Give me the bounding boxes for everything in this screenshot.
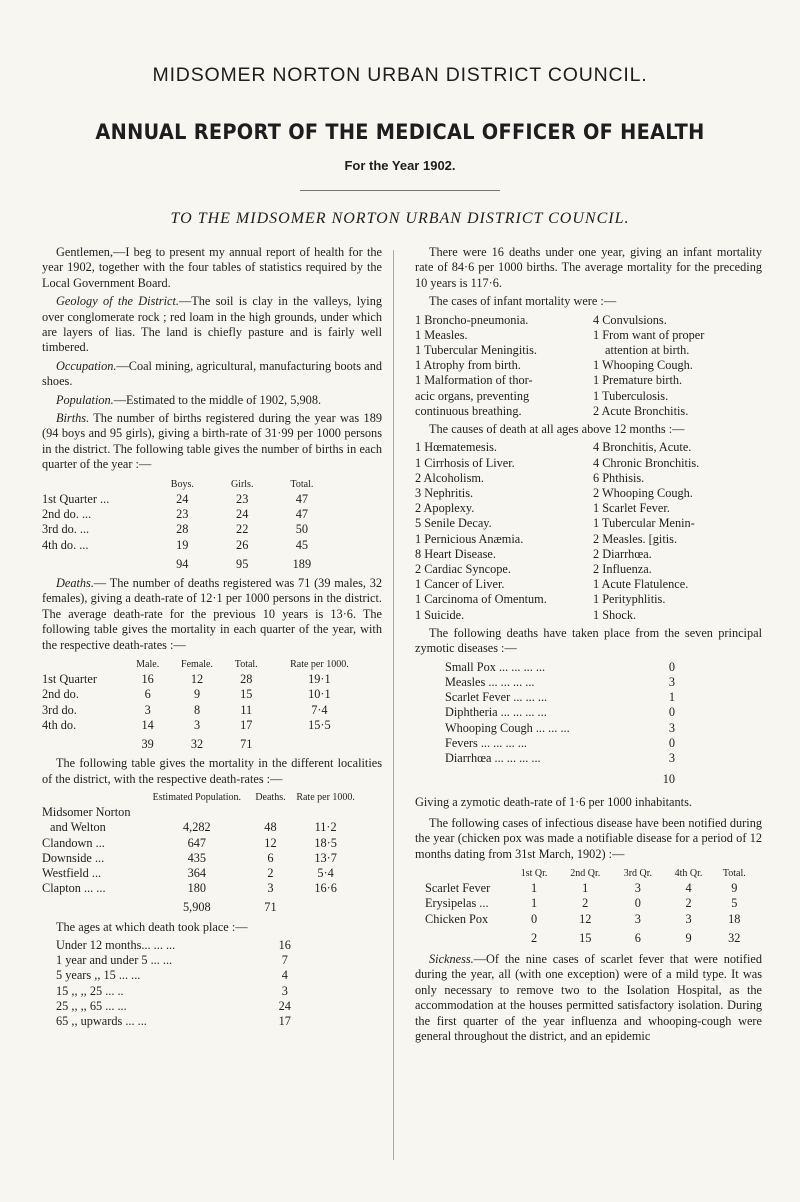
births-cell: 24 [236, 507, 249, 522]
infectious-header [425, 866, 510, 881]
births-row-label: 2nd do. ... [42, 507, 92, 522]
infectious-total: 15 [579, 930, 592, 945]
infectious-header: Total. [722, 867, 746, 879]
right-column [415, 245, 762, 1047]
zymotic-label: Small Pox ... ... ... ... [445, 659, 546, 674]
deaths-cell: 16 [141, 672, 154, 687]
list-item: 6 Phthisis. [593, 470, 645, 485]
age-value: 24 [278, 998, 291, 1013]
list-item: 1 Broncho-pneumonia. [415, 312, 529, 327]
age-label: 15 ,, ,, 25 ... .. [56, 983, 124, 998]
deaths-row-label: 1st Quarter [42, 672, 97, 687]
table-row [42, 703, 372, 718]
infectious-cell: 3 [634, 881, 641, 896]
deaths-cell: 10·1 [308, 687, 331, 702]
deaths-cell: 3 [144, 702, 151, 717]
list-item: 1 From want of proper [593, 327, 705, 342]
column-divider [393, 250, 394, 1160]
list-item: 1 Whooping Cough. [593, 358, 693, 373]
locality-cell: 18·5 [314, 835, 337, 850]
deaths-row-label: 2nd do. [42, 687, 79, 702]
infant-causes-intro: The cases of infant mortality were :— [429, 294, 617, 309]
occupation-label: Occupation. [56, 358, 117, 373]
deaths-header: Male. [136, 658, 160, 670]
infectious-total: 2 [530, 930, 538, 945]
births-total: 95 [236, 556, 249, 571]
infectious-cell: 3 [685, 911, 692, 926]
births-row-label: 3rd do. ... [42, 522, 90, 537]
births-header-boys: Boys. [170, 478, 194, 490]
age-label: 25 ,, ,, 65 ... ... [56, 998, 127, 1013]
table-row [42, 820, 362, 835]
infectious-cell: 12 [579, 911, 592, 926]
births-cell: 23 [236, 491, 249, 506]
births-paragraph [42, 411, 382, 473]
deaths-row-label: 4th do. [42, 717, 77, 732]
localities-header: Estimated Population. [152, 791, 241, 803]
zymotic-value: 1 [668, 690, 675, 705]
list-item: 1 Cirrhosis of Liver. [415, 455, 515, 470]
list-item: 3 Nephritis. [415, 486, 474, 501]
localities-header: Deaths. [255, 791, 286, 803]
deaths-cell: 12 [190, 672, 204, 687]
localities-header [42, 790, 142, 805]
infectious-intro: The following cases of infectious disease have been notified during the year (chicken pox was made a notifiable disease for a period of 12 months dating from 31st March, 1902) :— [415, 815, 762, 861]
list-item: 1 Tubercular Menin- [593, 516, 695, 531]
zymotic-value: 0 [668, 659, 675, 674]
list-item: 2 Measles. [gitis. [593, 531, 678, 546]
sickness-paragraph [415, 952, 762, 1044]
deaths-header: Female. [181, 658, 213, 670]
list-item: 1 Suicide. [415, 607, 465, 622]
age-value: 17 [278, 1014, 291, 1029]
list-item: 1 Shock. [593, 607, 637, 622]
list-item: 1 Premature birth. [593, 373, 683, 388]
list-item: 1 Acute Flatulence. [593, 577, 689, 592]
ages-table [56, 938, 296, 1029]
report-year: For the Year 1902. [344, 158, 456, 173]
births-cell: 50 [295, 522, 309, 537]
infectious-cell: 1 [530, 881, 538, 896]
zymotic-value: 0 [668, 705, 675, 720]
births-row-label: 4th do. ... [42, 537, 89, 552]
births-text: The number of births registered during the year was 189 (94 boys and 95 girls), giving a birth-rate of 31·99 per 1000 persons in the district. The following table gives the number of births in each quarter of the year :— [42, 411, 382, 472]
list-item: continuous breathing. [415, 403, 522, 418]
zymotic-label: Scarlet Fever ... ... ... [445, 690, 548, 705]
births-row-label: 1st Quarter ... [42, 491, 110, 506]
infectious-row-label: Erysipelas ... [425, 896, 489, 911]
age-value: 7 [281, 953, 288, 968]
locality-cell: 11·2 [314, 820, 337, 835]
zymotic-label: Measles ... ... ... ... [445, 674, 535, 689]
divider [300, 190, 500, 191]
births-cell: 26 [236, 537, 249, 552]
table-row [56, 953, 296, 968]
localities-header: Rate per 1000. [296, 791, 355, 803]
list-item [445, 705, 675, 720]
list-item: 1 Measles. [415, 327, 468, 342]
table-row [42, 687, 372, 702]
table-row [42, 492, 332, 507]
list-item: 2 Whooping Cough. [593, 486, 693, 501]
table-row [42, 836, 362, 851]
zymotic-total-row [445, 766, 675, 787]
list-item: 1 Tubercular Meningitis. [415, 343, 537, 358]
zymotic-rate-paragraph: Giving a zymotic death-rate of 1·6 per 1000 inhabitants. [415, 795, 692, 810]
locality-cell: 647 [187, 835, 207, 850]
deaths-total: 71 [240, 736, 253, 751]
deaths-total: 32 [190, 736, 204, 751]
deaths-cell: 8 [193, 702, 201, 717]
geology-label: Geology of the District. [56, 294, 179, 309]
geology-paragraph [42, 294, 382, 356]
list-item: 1 Cancer of Liver. [415, 577, 505, 592]
locality-label: and Welton [50, 820, 106, 835]
zymotic-label: Diarrhœa ... ... ... ... [445, 750, 541, 765]
list-item: 2 Apoplexy. [415, 501, 475, 516]
table-row [56, 968, 296, 983]
infectious-cell: 1 [530, 896, 538, 911]
list-item: 4 Bronchitis, Acute. [593, 440, 692, 455]
infectious-header: 4th Qr. [674, 867, 703, 879]
localities-total: 5,908 [182, 900, 211, 915]
table-row [56, 938, 296, 953]
left-column [42, 245, 382, 1029]
infectious-cell: 3 [634, 911, 641, 926]
list-item: 8 Heart Disease. [415, 546, 496, 561]
zymotic-value: 3 [668, 750, 675, 765]
births-cell: 47 [295, 491, 309, 506]
infectious-totals-row [425, 927, 755, 946]
list-item: 2 Acute Bronchitis. [593, 403, 689, 418]
births-total: 189 [292, 556, 312, 571]
population-text: —Estimated to the middle of 1902, 5,908. [113, 392, 322, 407]
table-row [56, 1014, 296, 1029]
locality-cell: 16·6 [314, 881, 337, 896]
infectious-total: 9 [685, 930, 692, 945]
list-item: 1 Scarlet Fever. [593, 501, 670, 516]
zymotic-value: 0 [668, 735, 675, 750]
age-value: 4 [281, 968, 288, 983]
locality-label: Westfield ... [42, 865, 102, 880]
list-item: 5 Senile Decay. [415, 516, 492, 531]
locality-cell: 48 [264, 820, 277, 835]
deaths-cell: 6 [144, 687, 151, 702]
age-label: 65 ,, upwards ... ... [56, 1014, 147, 1029]
zymotic-value: 3 [668, 720, 675, 735]
deaths-cell: 9 [193, 687, 201, 702]
births-totals-row [42, 553, 332, 572]
locality-cell: 3 [267, 881, 274, 896]
deaths-label: Deaths. [56, 575, 94, 590]
zymotic-label: Fevers ... ... ... ... [445, 735, 527, 750]
ages-intro: The ages at which death took place :— [56, 919, 248, 934]
deaths-cell: 14 [141, 717, 154, 732]
locality-cell: 435 [187, 850, 207, 865]
locality-cell: 5·4 [317, 865, 334, 880]
age-label: 1 year and under 5 ... ... [56, 953, 173, 968]
infectious-row-label: Chicken Pox [425, 911, 489, 926]
intro-paragraph: Gentlemen,—I beg to present my annual report of health for the year 1902, together with the four tables of statistics required by the Local Government Board. [42, 245, 382, 290]
deaths-cell: 28 [240, 672, 253, 687]
locality-cell: 12 [264, 835, 277, 850]
infectious-table [425, 866, 755, 946]
table-row [42, 507, 332, 522]
list-item: 1 Perityphlitis. [593, 592, 666, 607]
list-item: 1 Atrophy from birth. [415, 358, 521, 373]
births-header-girls: Girls. [230, 478, 254, 490]
table-row [42, 851, 362, 866]
age-label: Under 12 months... ... ... [56, 938, 176, 952]
list-item: 2 Alcoholism. [415, 470, 485, 485]
list-item: 4 Convulsions. [593, 312, 667, 327]
births-header-0 [42, 477, 152, 492]
infectious-cell: 0 [530, 911, 538, 926]
table-row [425, 912, 755, 927]
zymotic-total: 10 [662, 772, 675, 787]
infectious-cell: 1 [582, 881, 589, 896]
list-item: 1 Hœmatemesis. [415, 440, 497, 455]
table-row [42, 718, 372, 733]
births-table [42, 477, 332, 572]
sickness-text: —Of the nine cases of scarlet fever that were notified during the year, all (with one exception) were of a mild type. It was only necessary to remove two to the Isolation Hospital, as the accommodation at the houses permitted satisfactory isolation. During the first quarter of the year influenza and whooping-cough were general throughout the district, and an epidemic [415, 951, 762, 1043]
locality-label: Downside ... [42, 850, 105, 865]
deaths-header: Rate per 1000. [290, 658, 349, 670]
zymotic-intro: The following deaths have taken place from the seven principal zymotic diseases :— [415, 625, 762, 656]
infectious-cell: 4 [685, 881, 692, 896]
population-paragraph [42, 393, 382, 408]
infectious-cell: 18 [728, 911, 741, 926]
infectious-cell: 2 [685, 896, 692, 911]
localities-paragraph: The following table gives the mortality in the different localities of the district, with the respective death-rates :— [42, 756, 382, 786]
deaths-cell: 3 [193, 717, 201, 732]
localities-total: 71 [264, 900, 277, 915]
births-cell: 19 [176, 537, 189, 552]
deaths-text: — The number of deaths registered was 71 (39 males, 32 females), giving a death-rate of 12·1 per 1000 persons in the district. The average death-rate for the previous 10 years is 13·6. The following table gives the mortality in each quarter of the year, with the respective death-rates :— [42, 575, 382, 652]
table-row [42, 522, 332, 537]
deaths-total: 39 [141, 736, 154, 751]
births-label: Births. [56, 411, 90, 426]
infectious-total: 6 [634, 930, 641, 945]
births-cell: 28 [176, 522, 189, 537]
deaths-paragraph [42, 576, 382, 653]
list-item [445, 751, 675, 766]
table-row [42, 866, 362, 881]
list-item: 1 Malformation of thor- [415, 373, 533, 388]
occupation-paragraph [42, 359, 382, 390]
deaths-cell: 15 [240, 687, 253, 702]
table-row [56, 984, 296, 999]
causes-list [415, 440, 762, 622]
infectious-cell: 2 [582, 896, 589, 911]
deaths-row-label: 3rd do. [42, 702, 77, 717]
zymotic-label: Diphtheria ... ... ... ... [445, 705, 547, 720]
table-row [56, 999, 296, 1014]
locality-label: Midsomer Norton [42, 805, 131, 820]
list-item: attention at birth. [605, 343, 690, 358]
age-value: 16 [278, 938, 291, 952]
deaths-cell: 19·1 [308, 672, 331, 687]
births-total: 94 [176, 556, 189, 571]
list-item: 1 Tuberculosis. [593, 388, 669, 403]
deaths-totals-row [42, 733, 372, 752]
deaths-cell: 11 [240, 702, 253, 717]
locality-cell: 2 [267, 865, 274, 880]
list-item [445, 736, 675, 751]
age-value: 3 [281, 983, 288, 998]
list-item: 4 Chronic Bronchitis. [593, 455, 700, 470]
infectious-header: 1st Qr. [520, 867, 548, 879]
geology-text: —The soil is clay in the valleys, lying over conglomerate rock ; red loam in the high grounds, under which are layers of lias. The land is chiefly pasture and is fairly well timbered. [42, 294, 382, 355]
births-cell: 45 [295, 537, 309, 552]
locality-cell: 180 [187, 881, 207, 896]
list-item: 1 Pernicious Anæmia. [415, 531, 524, 546]
address-heading: TO THE MIDSOMER NORTON URBAN DISTRICT COUNCIL. [170, 210, 630, 227]
list-item [445, 721, 675, 736]
table-row [425, 881, 755, 896]
births-cell: 23 [176, 507, 189, 522]
table-row [42, 881, 362, 896]
list-item: 2 Cardiac Syncope. [415, 562, 511, 577]
infectious-header: 2nd Qr. [570, 867, 601, 879]
report-title: ANNUAL REPORT OF THE MEDICAL OFFICER OF HEALTH [95, 120, 705, 144]
locality-cell: 13·7 [314, 850, 337, 865]
list-item [445, 690, 675, 705]
zymotic-label: Whooping Cough ... ... ... [445, 720, 570, 735]
locality-cell: 6 [267, 850, 274, 865]
deaths-cell: 15·5 [308, 717, 331, 732]
births-cell: 47 [295, 507, 309, 522]
infectious-row-label: Scarlet Fever [425, 881, 491, 896]
infectious-cell: 9 [731, 881, 738, 896]
table-row [42, 672, 372, 687]
table-row [425, 896, 755, 911]
list-item [445, 660, 675, 675]
infectious-cell: 0 [634, 896, 641, 911]
locality-cell: 364 [187, 865, 207, 880]
age-label: 5 years ,, 15 ... ... [56, 968, 141, 983]
locality-cell: 4,282 [182, 820, 211, 835]
locality-label: Clandown ... [42, 835, 105, 850]
infant-causes-list [415, 313, 762, 419]
sickness-label: Sickness. [429, 951, 474, 966]
deaths-header [42, 657, 127, 672]
infectious-total: 32 [728, 930, 741, 945]
population-label: Population. [56, 392, 114, 407]
table-row [42, 538, 332, 553]
list-item: acic organs, preventing [415, 388, 530, 403]
zymotic-list [445, 660, 675, 788]
births-cell: 24 [176, 491, 189, 506]
council-heading: MIDSOMER NORTON URBAN DISTRICT COUNCIL. [152, 64, 648, 86]
infectious-header: 3rd Qr. [623, 867, 653, 879]
deaths-cell: 7·4 [311, 702, 328, 717]
births-cell: 22 [236, 522, 249, 537]
infectious-cell: 5 [731, 896, 738, 911]
list-item: 1 Carcinoma of Omentum. [415, 592, 547, 607]
list-item: 2 Diarrhœa. [593, 546, 652, 561]
deaths-cell: 17 [240, 717, 253, 732]
infant-mortality-paragraph: There were 16 deaths under one year, giving an infant mortality rate of 84·6 per 1000 births. The average mortality for the preceding 10 years is 117·6. [415, 245, 762, 290]
occupation-text: —Coal mining, agricultural, manufacturing boots and shoes. [42, 358, 382, 389]
deaths-header: Total. [234, 658, 258, 670]
zymotic-value: 3 [668, 674, 675, 689]
list-item: 2 Influenza. [593, 562, 652, 577]
births-header-total: Total. [290, 478, 314, 490]
causes-intro: The causes of death at all ages above 12 months :— [429, 422, 685, 437]
list-item [445, 675, 675, 690]
locality-label: Clapton ... ... [42, 881, 106, 896]
localities-totals-row [42, 896, 362, 915]
deaths-table [42, 657, 372, 752]
localities-table [42, 790, 362, 916]
